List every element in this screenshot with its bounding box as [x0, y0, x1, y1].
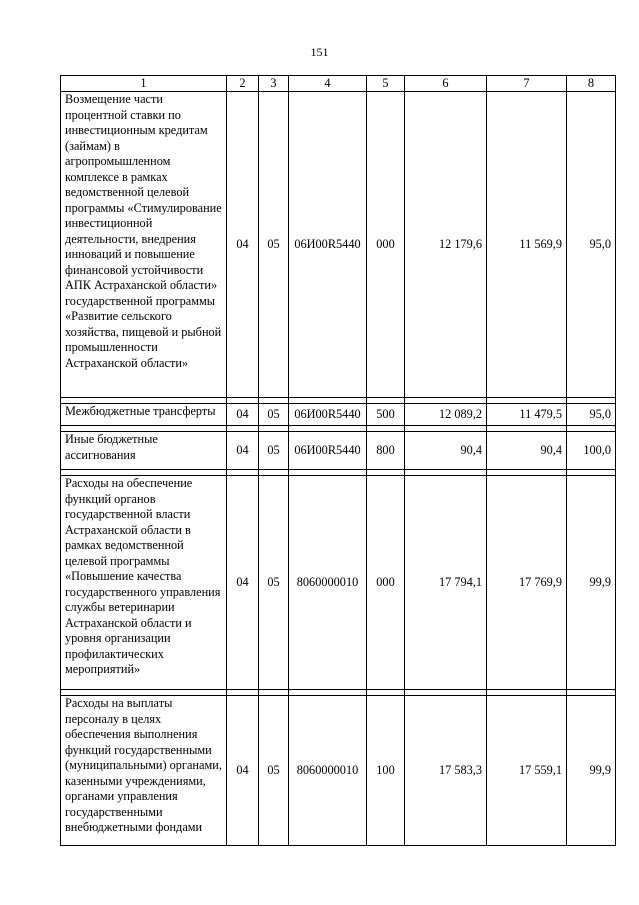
row-fact: 90,4	[487, 432, 567, 470]
row-plan: 17 794,1	[405, 476, 487, 690]
row-pr: 05	[259, 696, 289, 846]
table-row	[61, 432, 616, 470]
header-cell: 6	[405, 76, 487, 92]
row-fact: 11 479,5	[487, 404, 567, 426]
row-plan: 12 089,2	[405, 404, 487, 426]
row-rz: 04	[227, 696, 259, 846]
row-fact: 11 569,9	[487, 92, 567, 398]
row-csr: 06И00R5440	[289, 404, 367, 426]
row-plan: 17 583,3	[405, 696, 487, 846]
budget-table	[60, 75, 616, 846]
row-vr: 100	[367, 696, 405, 846]
row-vr: 000	[367, 476, 405, 690]
row-fact: 17 769,9	[487, 476, 567, 690]
table-row	[61, 696, 616, 846]
row-csr: 8060000010	[289, 476, 367, 690]
row-pct: 95,0	[567, 404, 616, 426]
row-vr: 800	[367, 432, 405, 470]
row-pct: 99,9	[567, 476, 616, 690]
header-cell: 1	[61, 76, 227, 92]
table-row	[61, 404, 616, 426]
row-pr: 05	[259, 404, 289, 426]
row-pct: 99,9	[567, 696, 616, 846]
row-pct: 95,0	[567, 92, 616, 398]
row-pct: 100,0	[567, 432, 616, 470]
header-cell: 8	[567, 76, 616, 92]
row-vr: 000	[367, 92, 405, 398]
row-fact: 17 559,1	[487, 696, 567, 846]
page-number: 151	[310, 45, 329, 59]
row-rz: 04	[227, 432, 259, 470]
row-name: Расходы на выплаты персоналу в целях обеспечения выполнения функций государственными (муниципальными) органами, казенными учреждениями, органами управления государственными внебюджетными фондами	[61, 696, 227, 846]
row-plan: 90,4	[405, 432, 487, 470]
row-name: Иные бюджетные ассигнования	[61, 432, 227, 470]
row-rz: 04	[227, 92, 259, 398]
table-row	[61, 92, 616, 398]
row-rz: 04	[227, 476, 259, 690]
row-csr: 06И00R5440	[289, 432, 367, 470]
row-name: Межбюджетные трансферты	[61, 404, 227, 426]
row-csr: 06И00R5440	[289, 92, 367, 398]
table-row	[61, 476, 616, 690]
header-cell: 7	[487, 76, 567, 92]
row-pr: 05	[259, 476, 289, 690]
row-vr: 500	[367, 404, 405, 426]
header-cell: 2	[227, 76, 259, 92]
row-name: Возмещение части процентной ставки по инвестиционным кредитам (займам) в агропромышленном комплексе в рамках ведомственной целевой программы «Стимулирование инвестиционной деятельности, внедрения инноваций и повышение финансовой устойчивости АПК Астраханской области» государственной программы «Развитие сельского хозяйства, пищевой и рыбной промышленности Астраханской области»	[61, 92, 227, 398]
row-csr: 8060000010	[289, 696, 367, 846]
row-plan: 12 179,6	[405, 92, 487, 398]
row-rz: 04	[227, 404, 259, 426]
row-name: Расходы на обеспечение функций органов государственной власти Астраханской области в рамках ведомственной целевой программы «Повышение качества государственного управления службы ветеринарии Астраханской области и уровня организации профилактических мероприятий»	[61, 476, 227, 690]
header-row	[61, 76, 616, 92]
row-pr: 05	[259, 432, 289, 470]
row-pr: 05	[259, 92, 289, 398]
header-cell: 3	[259, 76, 289, 92]
header-cell: 4	[289, 76, 367, 92]
header-cell: 5	[367, 76, 405, 92]
